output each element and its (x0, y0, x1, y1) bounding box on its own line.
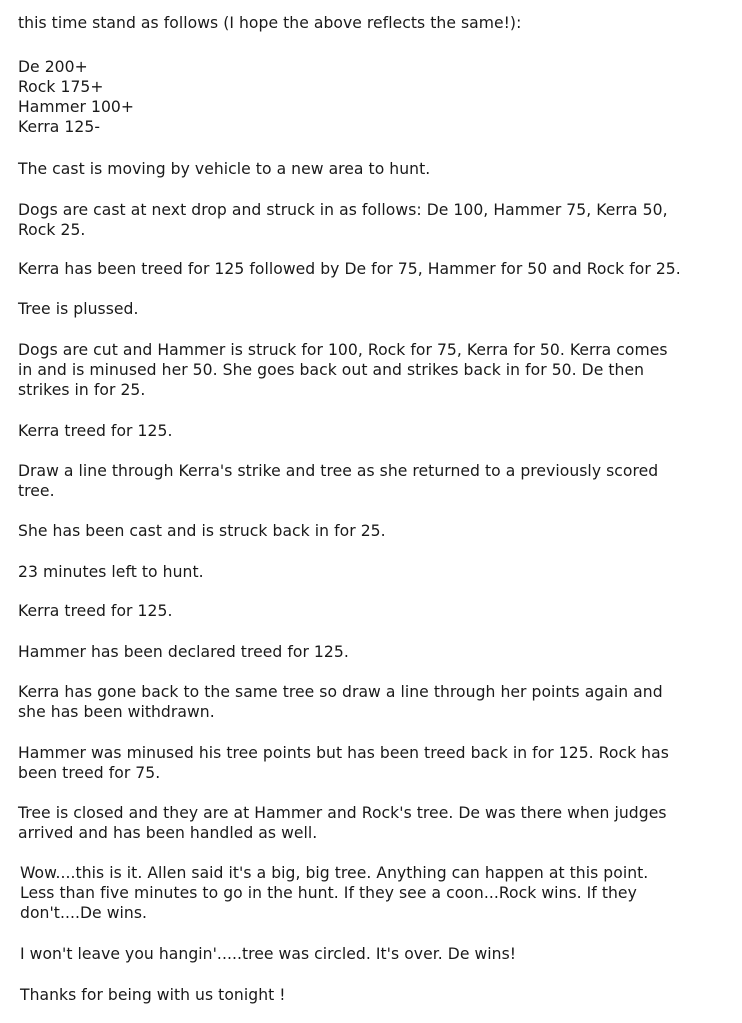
text-line: Draw a line through Kerra's strike and tree as she returned to a previously scored (18, 462, 659, 480)
text-line: I won't leave you hangin'.....tree was circled. It's over. De wins! (20, 945, 517, 963)
text-line: Kerra has been treed for 125 followed by De for 75, Hammer for 50 and Rock for 25. (18, 260, 681, 278)
text-line: she has been withdrawn. (18, 703, 215, 721)
score-line-kerra: Kerra 125- (18, 118, 100, 136)
score-line-hammer: Hammer 100+ (18, 98, 135, 116)
text-line: 23 minutes left to hunt. (18, 563, 204, 581)
text-line: Thanks for being with us tonight ! (20, 986, 286, 1004)
text-line: Hammer has been declared treed for 125. (18, 643, 349, 661)
text-line: Tree is plussed. (18, 300, 139, 318)
text-line: this time stand as follows (I hope the above reflects the same!): (18, 14, 522, 32)
text-line: don't....De wins. (20, 904, 148, 922)
text-line: Kerra treed for 125. (18, 602, 173, 620)
text-line: Kerra has gone back to the same tree so draw a line through her points again and (18, 683, 663, 701)
text-line: Less than five minutes to go in the hunt. If they see a coon...Rock wins. If they (20, 884, 637, 902)
text-line: strikes in for 25. (18, 381, 146, 399)
text-line: Tree is closed and they are at Hammer and Rock's tree. De was there when judges (18, 804, 667, 822)
text-line: Dogs are cast at next drop and struck in as follows: De 100, Hammer 75, Kerra 50, (18, 201, 668, 219)
score-line-rock: Rock 175+ (18, 78, 104, 96)
text-line: Wow....this is it. Allen said it's a big, big tree. Anything can happen at this point. (20, 864, 649, 882)
text-line: Hammer was minused his tree points but has been treed back in for 125. Rock has (18, 744, 669, 762)
text-line: The cast is moving by vehicle to a new area to hunt. (18, 160, 431, 178)
text-line: Kerra treed for 125. (18, 422, 173, 440)
text-line: She has been cast and is struck back in for 25. (18, 522, 386, 540)
text-line: tree. (18, 482, 55, 500)
text-line: arrived and has been handled as well. (18, 824, 318, 842)
text-line: Rock 25. (18, 221, 86, 239)
text-line: in and is minused her 50. She goes back out and strikes back in for 50. De then (18, 361, 645, 379)
text-line: Dogs are cut and Hammer is struck for 100, Rock for 75, Kerra for 50. Kerra comes (18, 341, 668, 359)
text-line: been treed for 75. (18, 764, 161, 782)
score-line-de: De 200+ (18, 58, 88, 76)
